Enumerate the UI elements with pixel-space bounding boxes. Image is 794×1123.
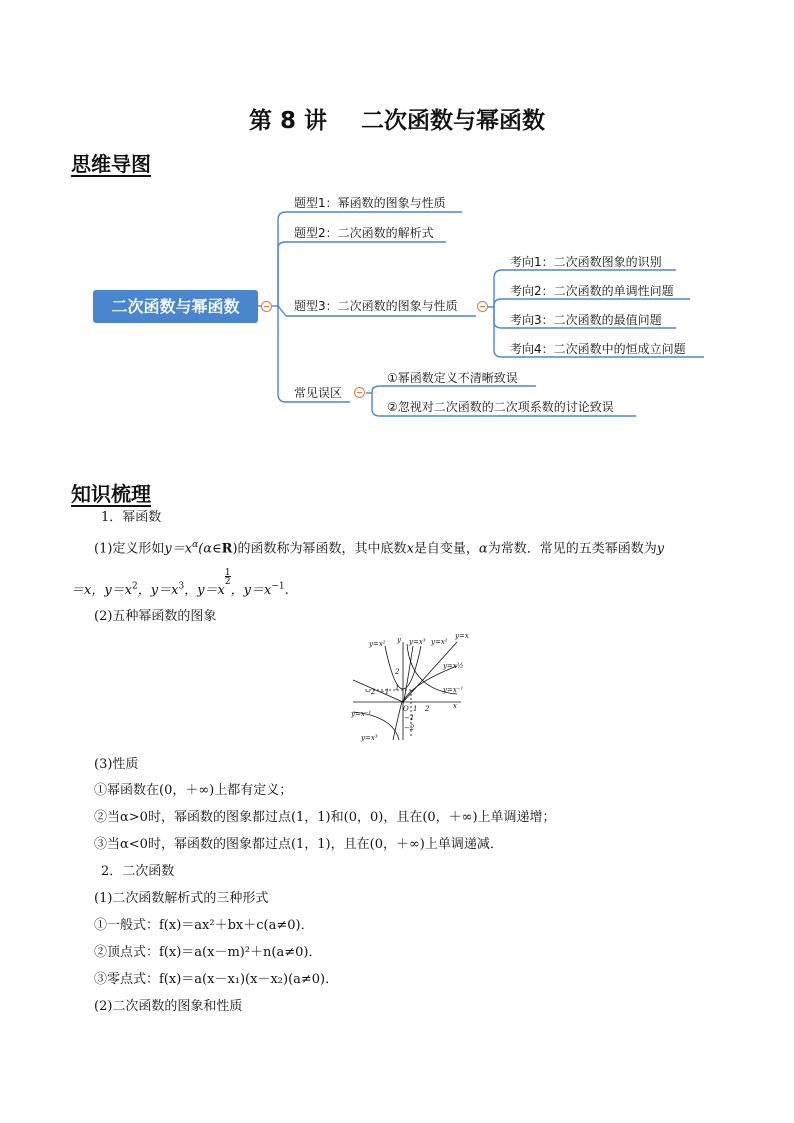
mindmap-type-2[interactable]: 题型2：二次函数的解析式 xyxy=(294,226,434,240)
forms-heading: (1)二次函数解析式的三种形式 xyxy=(94,891,269,906)
label-y-x2: y=x² xyxy=(369,640,386,648)
power-function-graph xyxy=(345,632,475,744)
formula: ，y＝x xyxy=(184,583,225,598)
mindmap-root[interactable]: 二次函数与幂函数 xyxy=(93,290,258,323)
mindmap-type-3[interactable]: 题型3：二次函数的图象与性质 xyxy=(294,299,458,313)
mindmap-direction-4[interactable]: 考向4：二次函数中的恒成立问题 xyxy=(510,342,686,356)
label-origin: O xyxy=(403,705,409,713)
label-y-x3: y=x³ xyxy=(409,638,426,646)
exponent: −1 xyxy=(271,581,285,592)
formula: ＝x，y＝x xyxy=(71,583,133,598)
label-y-x3b: y=x³ xyxy=(361,734,378,742)
label-one: 1 xyxy=(395,684,400,692)
condition: (α∈ xyxy=(198,541,222,557)
section-mindmap: 思维导图 xyxy=(71,152,151,176)
properties-heading: (3)性质 xyxy=(94,757,139,772)
form-zeros: ③零点式：f(x)＝a(x－x₁)(x－x₂)(a≠0)． xyxy=(94,972,339,987)
variable: x xyxy=(406,541,414,557)
real-set: R xyxy=(221,541,233,557)
label-y-xneg1: y=x⁻¹ xyxy=(443,686,464,694)
text-span: . xyxy=(284,583,289,598)
heading-quadratic: 2．二次函数 xyxy=(101,864,175,879)
lecture-title: 二次函数与幂函数 xyxy=(361,108,546,134)
property-1: ①幂函数在(0，＋∞)上都有定义； xyxy=(94,783,293,798)
label-yneg1: −1 xyxy=(404,714,415,722)
label-x: x xyxy=(453,702,457,710)
section-knowledge: 知识梳理 xyxy=(71,482,151,506)
label-y-x: y=x xyxy=(455,632,469,640)
text-span: 为常数．常见的五类幂函数为 xyxy=(487,541,657,557)
label-y: y xyxy=(397,636,401,644)
text-span: )的函数称为幂函数，其中底数 xyxy=(232,541,407,557)
text-span: (1)定义形如 xyxy=(94,541,165,557)
formula: y＝x xyxy=(164,541,193,557)
mindmap-pitfall-2[interactable]: ②忽视对二次函数的二次项系数的讨论致误 xyxy=(387,400,614,414)
exponent: α xyxy=(192,540,199,550)
text-span: 是自变量， xyxy=(413,541,479,557)
heading-power-function: 1．幂函数 xyxy=(101,510,162,525)
denominator: 2 xyxy=(224,577,231,587)
mindmap-pitfall-1[interactable]: ①幂函数定义不清晰致误 xyxy=(387,371,518,385)
mindmap-direction-1[interactable]: 考向1：二次函数图象的识别 xyxy=(510,255,662,269)
graph-caption: (2)五种幂函数的图象 xyxy=(94,609,217,624)
form-general: ①一般式：f(x)＝ax²＋bx＋c(a≠0)． xyxy=(94,918,314,933)
definition-line-1 xyxy=(94,535,664,559)
form-vertex: ②顶点式：f(x)＝a(x－m)²＋n(a≠0)． xyxy=(94,945,322,960)
definition-line-2 xyxy=(71,569,289,601)
mindmap-type-4[interactable]: 常见误区 xyxy=(294,386,343,400)
exponent: 3 xyxy=(178,581,185,592)
collapse-toggle-icon[interactable] xyxy=(477,301,488,312)
collapse-toggle-icon[interactable] xyxy=(261,301,272,312)
mindmap-direction-3[interactable]: 考向3：二次函数的最值问题 xyxy=(510,313,662,327)
label-y-x2b: y=x² xyxy=(431,638,448,646)
collapse-toggle-icon[interactable] xyxy=(354,387,365,398)
variable: α xyxy=(478,541,488,557)
lecture-number: 第 8 讲 xyxy=(248,108,328,134)
label-y-xhalf: y=x½ xyxy=(443,662,464,670)
property-3: ③当α<0时，幂函数的图象都过点(1，1)，且在(0，＋∞)上单调递减． xyxy=(94,837,503,852)
label-x1: 1 xyxy=(413,705,418,713)
variable: y xyxy=(656,541,665,557)
curve-y-xhalf xyxy=(403,666,457,702)
graph-properties-heading: (2)二次函数的图象和性质 xyxy=(94,999,243,1014)
formula: ，y＝x xyxy=(230,583,272,598)
label-y-xneg1b: y=x⁻¹ xyxy=(351,710,372,718)
mindmap-type-1[interactable]: 题型1：幂函数的图象与性质 xyxy=(294,196,446,210)
mindmap-direction-2[interactable]: 考向2：二次函数的单调性问题 xyxy=(510,284,674,298)
label-neg1: −1 xyxy=(379,688,390,696)
numerator: 1 xyxy=(224,568,231,578)
formula: ，y＝x xyxy=(137,583,179,598)
label-x2: 2 xyxy=(425,705,430,713)
exponent: 2 xyxy=(132,581,138,592)
property-2: ②当α>0时，幂函数的图象都过点(1，1)和(0，0)，且在(0，＋∞)上单调递增； xyxy=(94,810,556,825)
label-yneg2: −2 xyxy=(404,724,415,732)
label-two: 2 xyxy=(395,668,400,676)
label-neg2: −2 xyxy=(365,688,376,696)
